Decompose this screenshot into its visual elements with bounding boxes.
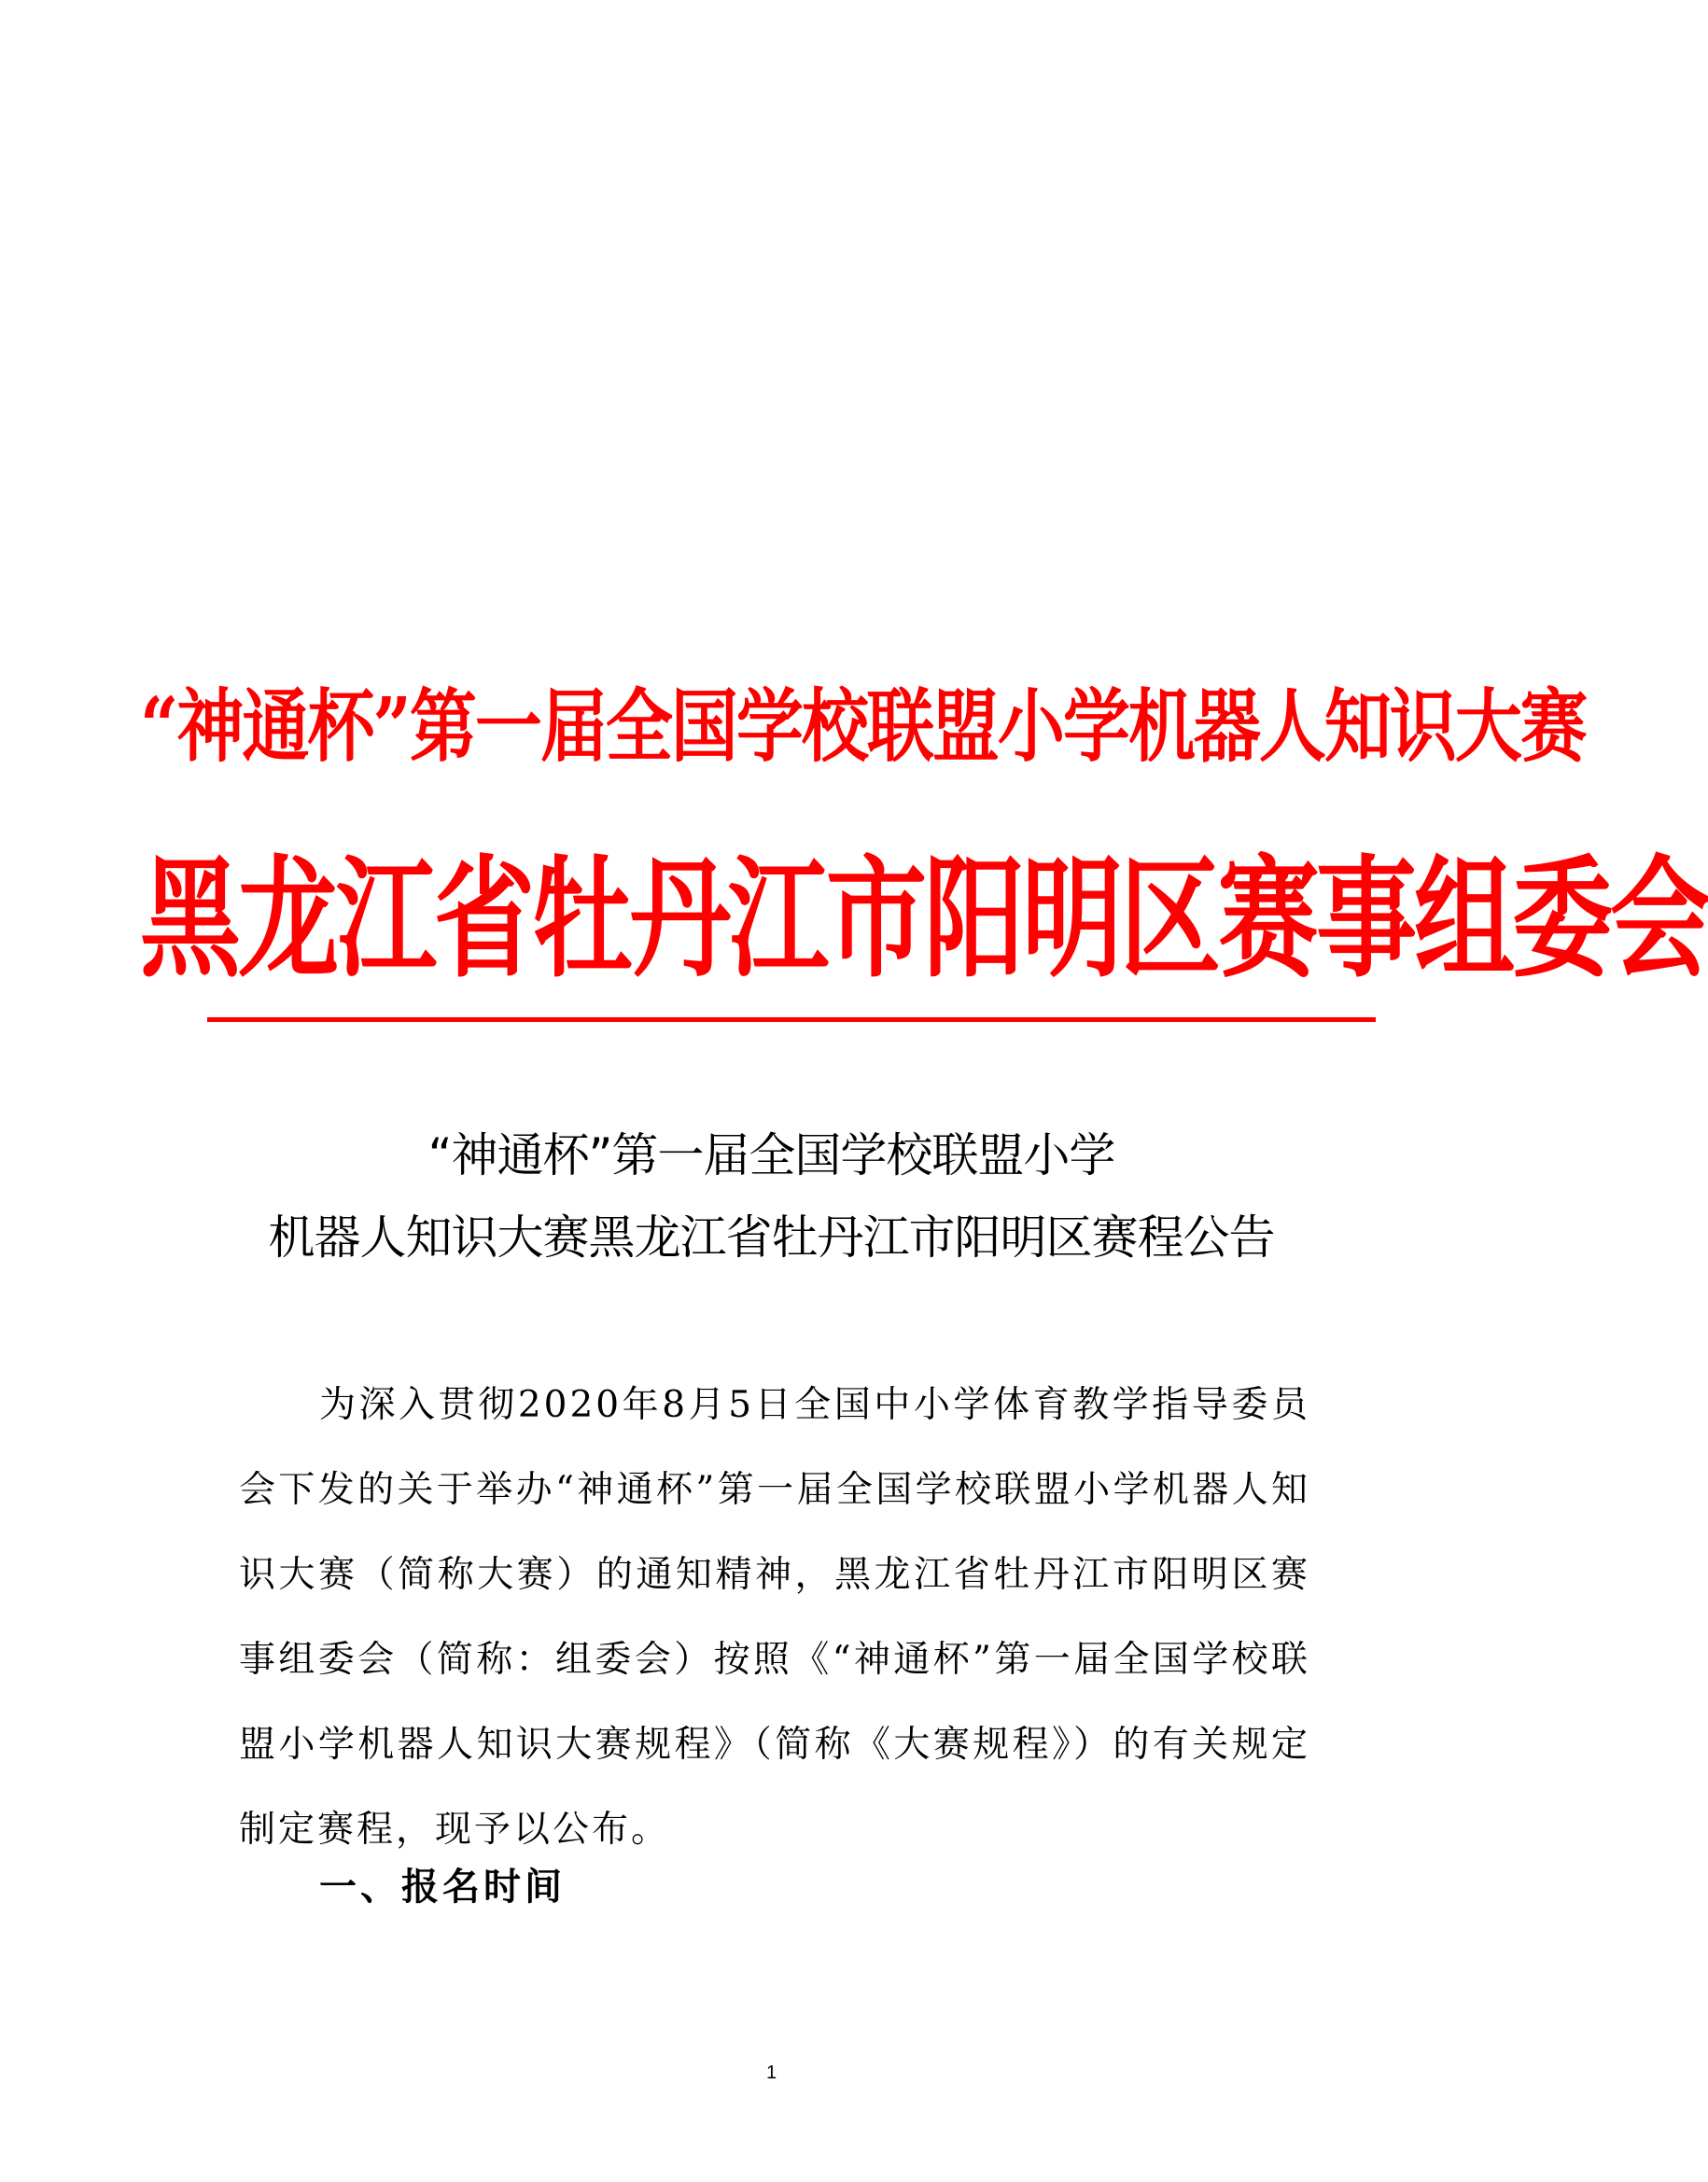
notice-title-line1: “神通杯”第一届全国学校联盟小学 <box>427 1128 1115 1182</box>
letterhead-competition-name: “神通杯”第一届全国学校联盟小学机器人知识大赛 <box>140 678 1586 773</box>
letterhead-red-divider <box>207 1017 1376 1022</box>
notice-title-line2: 机器人知识大赛黑龙江省牡丹江市阳明区赛程公告 <box>268 1210 1275 1265</box>
letterhead-committee-name: 黑龙江省牡丹江市阳明区赛事组委会 <box>140 843 1708 996</box>
page-number: 1 <box>765 2063 777 2083</box>
body-paragraph: 为深入贯彻2020年8月5日全国中小学体育教学指导委员会下发的关于举办“神通杯”第一届全国学校联盟小学机器人知识大赛（简称大赛）的通知精神，黑龙江省牡丹江市阳明区赛事组委会（简称：组委会）按照《“神通杯”第一届全国学校联盟小学机器人知识大赛规程》（简称《大赛规程》）的有关规定制定赛程，现予以公布。 <box>239 1384 1310 1851</box>
section-heading-registration-time: 一、报名时间 <box>319 1865 566 1909</box>
